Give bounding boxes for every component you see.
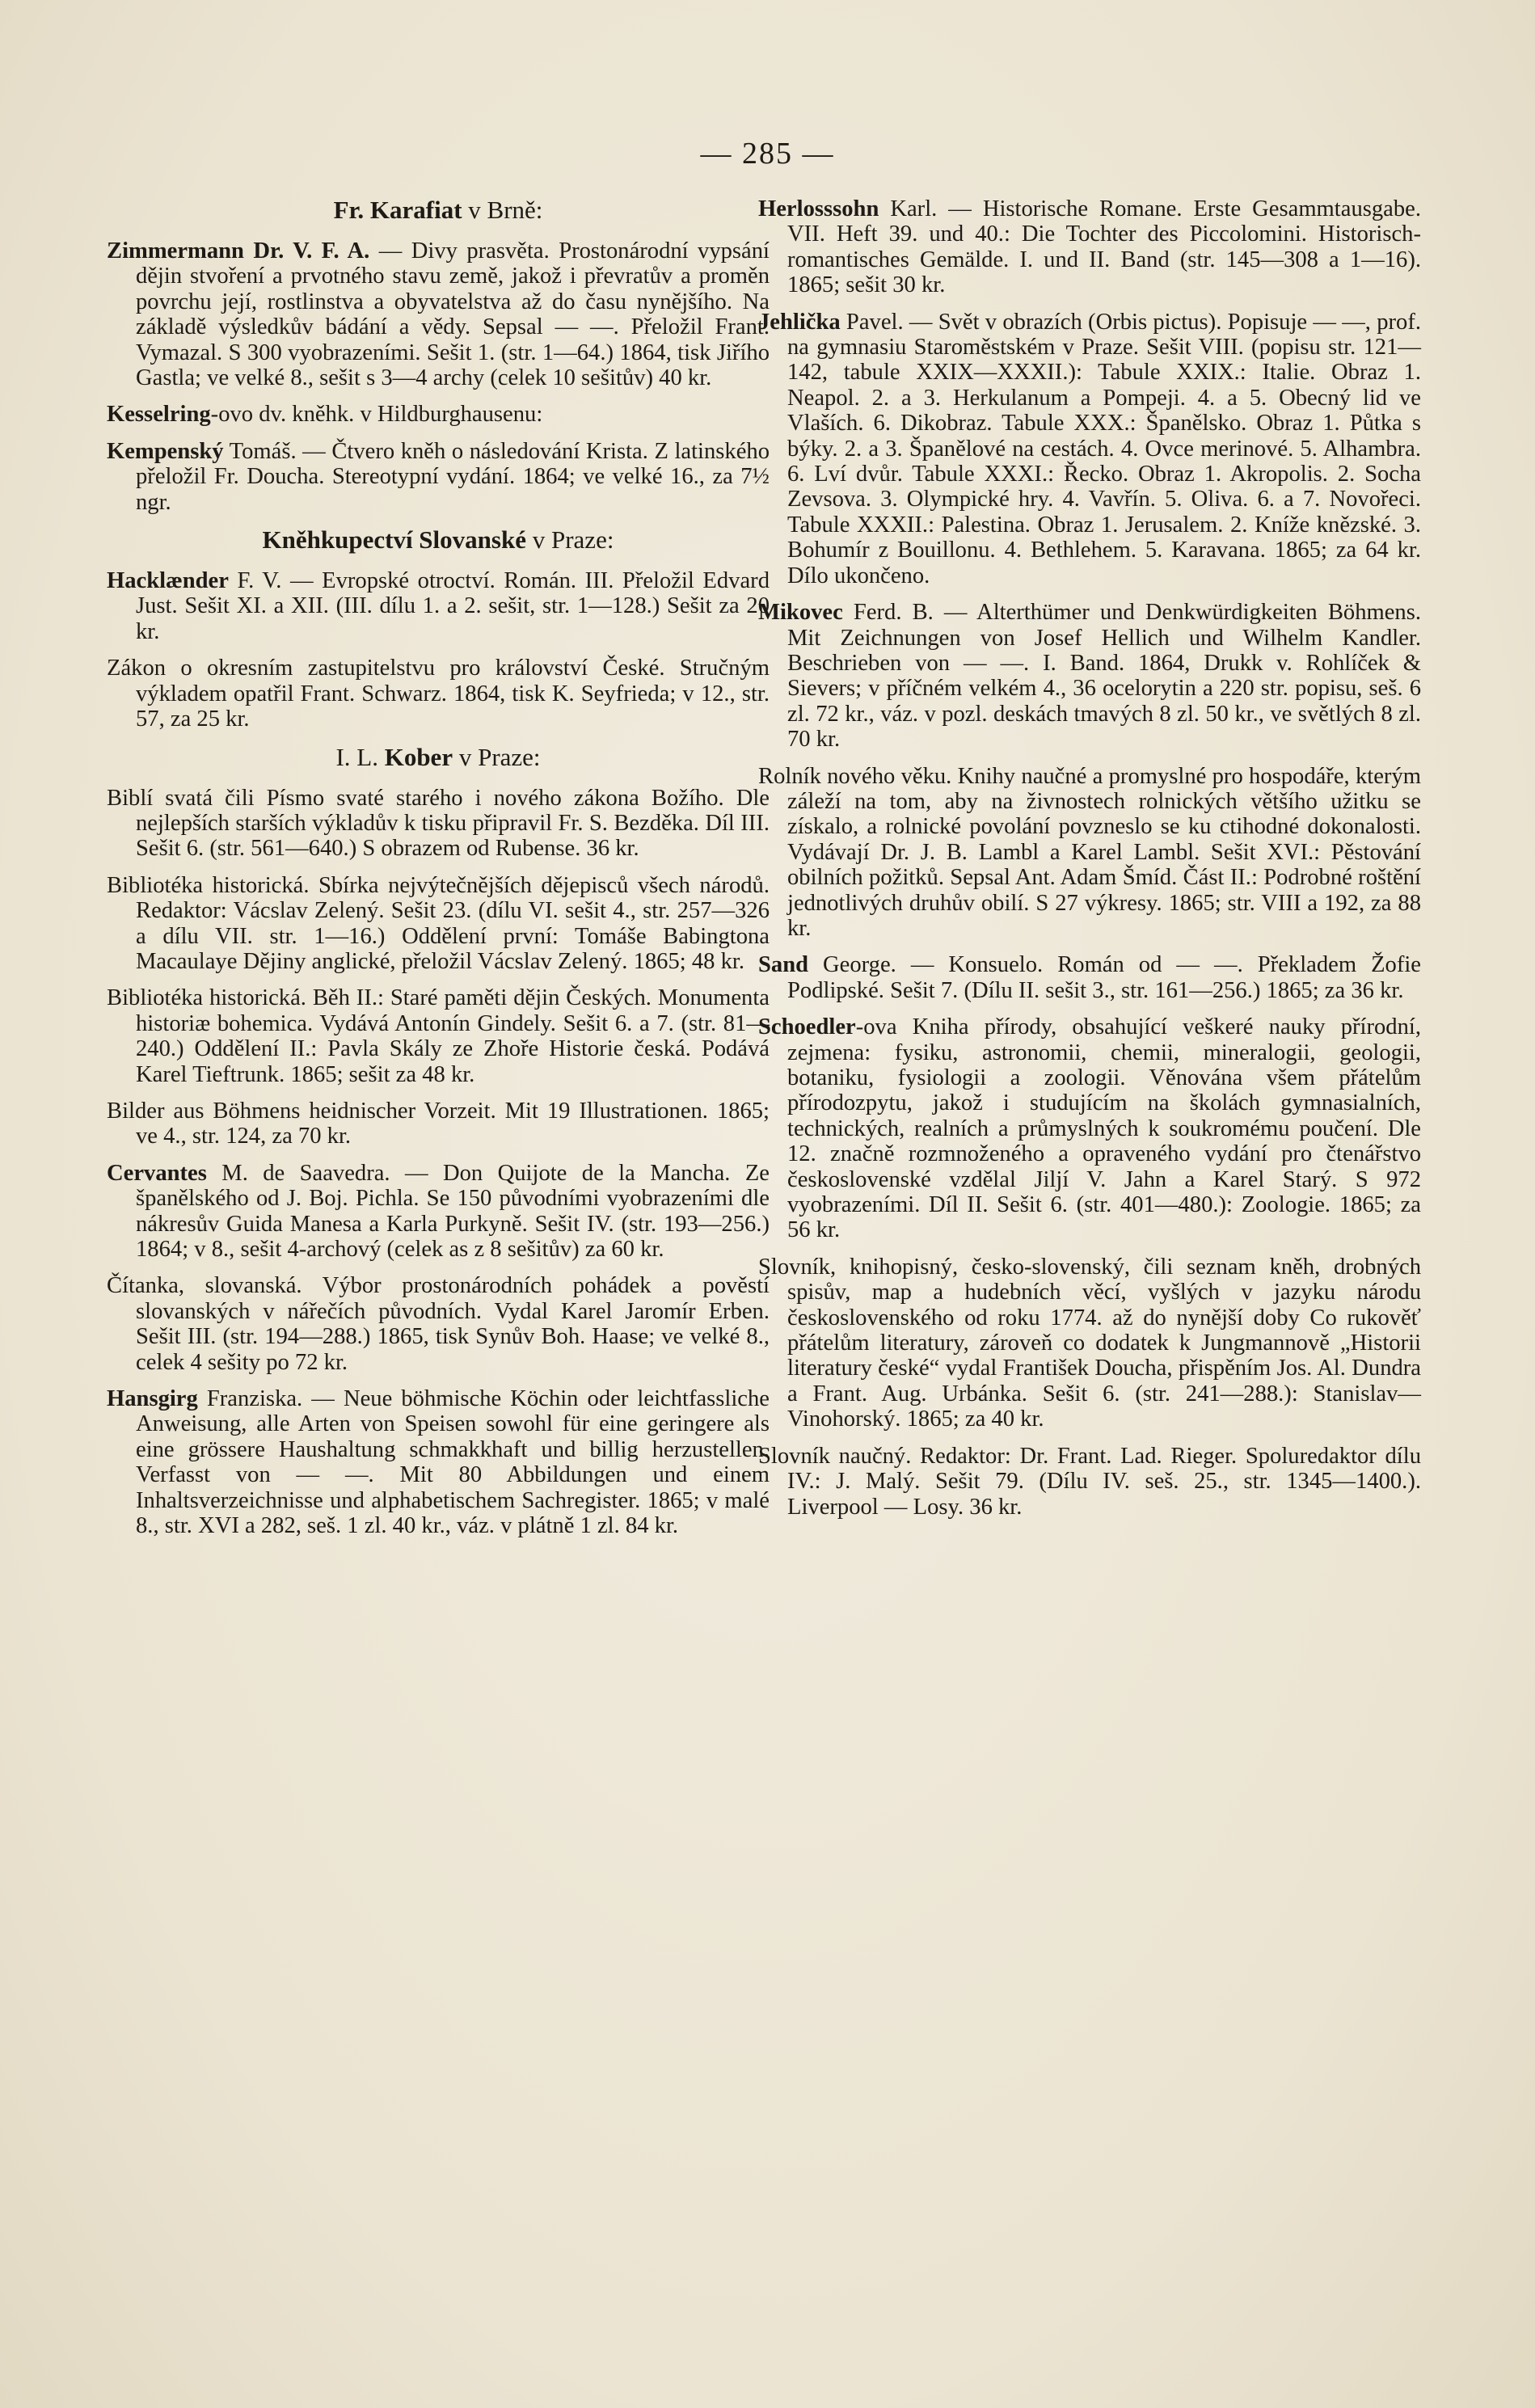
book-entry: Čítanka, slovanská. Výbor prostonárodních pohádek a pověstí slovanských v nářečích původních. Vydal Karel Jaromír Erben. Sešit III. (str. 194—288.) 1865, tisk Synův Boh. Haase; ve velké 8., celek 4 sešity po 72 kr. bbox=[107, 1273, 770, 1375]
book-entry: Biblí svatá čili Písmo svaté starého i nového zákona Božího. Dle nejlepších starších výkladův k tisku připravil Fr. S. Bezděka. Díl III. Sešit 6. (str. 561—640.) S obrazem od Rubense. 36 kr. bbox=[107, 785, 770, 862]
book-entry: Slovník naučný. Redaktor: Dr. Frant. Lad. Rieger. Spoluredaktor dílu IV.: J. Malý. Sešit 79. (Dílu IV. seš. 25., str. 1345—1400.). Liverpool — Losy. 36 kr. bbox=[758, 1443, 1421, 1520]
publisher-entry: Kesselring-ovo dv. kněhk. v Hildburghausenu: bbox=[107, 402, 543, 428]
book-entry: Cervantes M. de Saavedra. — Don Quijote de la Mancha. Ze španělského od J. Boj. Pichla. Se 150 původními vyobrazeními dle nákresův Guida Manesa a Karla Purkyně. Sešit IV. (str. 193—256.) 1864; v 8., sešit 4-archový (celek as z 8 sešitův) za 60 kr. bbox=[107, 1160, 770, 1262]
book-entry: Zimmermann Dr. V. F. A. — Divy prasvěta. Prostonárodní vypsání dějin stvoření a prvotného stavu země, jakož i převratův a proměn povrchu její, rostlinstva a obyvatelstva až do času nynějšího. Na základě výsledkův bádání a vědy. Sepsal — —. Přeložil Frant. Vymazal. S 300 vyobrazeními. Sešit 1. (str. 1—64.) 1864, tisk Jiřího Gastla; ve velké 8., sešit s 3—4 archy (celek 10 sešitův) 40 kr. bbox=[107, 238, 770, 391]
book-entry: Hansgirg Franziska. — Neue böhmische Köchin oder leichtfassliche Anweisung, alle Arten von Speisen sowohl für eine geringere als eine grössere Haushaltung schmakkhaft und billig herzustellen. Verfasst von — —. Mit 80 Abbildungen und einem Inhaltsverzeichnisse und alphabetischem Sachregister. 1865; v malé 8., str. XVI a 282, seš. 1 zl. 40 kr., váz. v plátně 1 zl. 84 kr. bbox=[107, 1386, 770, 1539]
left-column bbox=[107, 196, 770, 1550]
publisher-heading: Fr. Karafiat v Brně: bbox=[333, 196, 543, 224]
right-column bbox=[758, 196, 1421, 1531]
book-entry: Bibliotéka historická. Běh II.: Staré paměti dějin Českých. Monumenta historiæ bohemica. Vydává Antonín Gindely. Sešit 6. a 7. (str. 81—240.) Oddělení II.: Pavla Skály ze Zhoře Historie česká. Podává Karel Tieftrunk. 1865; sešit za 48 kr. bbox=[107, 985, 770, 1087]
book-entry: Mikovec Ferd. B. — Alterthümer und Denkwürdigkeiten Böhmens. Mit Zeichnungen von Josef Hellich und Wilhelm Kandler. Beschrieben von — —. I. Band. 1864, Drukk v. Rohlíček & Sievers; v příčném velkém 4., 36 ocelorytin a 220 str. popisu, seš. 6 zl. 72 kr., váz. v pozl. deskách tmavých 8 zl. 50 kr., ve světlých 8 zl. 70 kr. bbox=[758, 600, 1421, 753]
book-entry: Hacklænder F. V. — Evropské otroctví. Román. III. Přeložil Edvard Just. Sešit XI. a XII. (III. dílu 1. a 2. sešit, str. 1—128.) Sešit za 20 kr. bbox=[107, 568, 770, 644]
book-entry: Rolník nového věku. Knihy naučné a promyslné pro hospodáře, kterým záleží na tom, aby na živnostech rolnických většího užitku se získalo, a rolnické povolání povzneslo se ku ctihodné dokonalosti. Vydávají Dr. J. B. Lambl a Karel Lambl. Sešit XVI.: Pěstování obilních požitků. Sepsal Ant. Adam Šmíd. Část II.: Podrobné roštění jednotlivých druhův obilí. S 27 výkresy. 1865; str. VIII a 192, za 88 kr. bbox=[758, 763, 1421, 941]
book-entry: Zákon o okresním zastupitelstvu pro království České. Stručným výkladem opatřil Frant. Schwarz. 1864, tisk K. Seyfrieda; v 12., str. 57, za 25 kr. bbox=[107, 656, 770, 732]
book-entry: Bibliotéka historická. Sbírka nejvýtečnějších dějepisců všech národů. Redaktor: Vácslav Zelený. Sešit 23. (dílu VI. sešit 4., str. 257—326 a dílu VII. str. 1—16.) Oddělení první: Tomáše Babingtona Macaulaye Dějiny anglické, přeložil Vácslav Zelený. 1865; 48 kr. bbox=[107, 872, 770, 974]
book-entry: Herlosssohn Karl. — Historische Romane. Erste Gesammtausgabe. VII. Heft 39. und 40.: Die Tochter des Piccolomini. Historisch-romantisches Gemälde. I. und II. Band (str. 145—308 a 1—16). 1865; sešit 30 kr. bbox=[758, 196, 1421, 298]
publisher-heading: I. L. Kober v Praze: bbox=[335, 742, 541, 771]
book-entry: Schoedler-ova Kniha přírody, obsahující veškeré nauky přírodní, zejmena: fysiku, astronomii, chemii, mineralogii, geologii, botaniku, fysiologii a zoologii. Věnována všem přátelům přírodozpytu, jakož i studujícím na školách gymnasialních, technických, realních a průmyslných k soukromému poučení. Dle 12. značně rozmnoženého a opraveného vydání pro čtenářstvo československé vzdělal Jiljí V. Jahn a Karel Starý. S 972 vyobrazeními. Díl II. Sešit 6. (str. 401—480.): Zoologie. 1865; za 56 kr. bbox=[758, 1014, 1421, 1243]
book-entry: Jehlička Pavel. — Svět v obrazích (Orbis pictus). Popisuje — —, prof. na gymnasiu Staroměstském v Praze. Sešit VIII. (popisu str. 121—142, tabule XXIX—XXXII.): Tabule XXIX.: Italie. Obraz 1. Neapol. 2. a 3. Herkulanum a Pompeji. 4. a 5. Obecný lid ve Vlaších. 6. Dikobraz. Tabule XXX.: Španělsko. Obraz 1. Půtka s býky. 2. a 3. Španělové na cestách. 4. Ovce merinové. 5. Alhambra. 6. Lví dvůr. Tabule XXXI.: Řecko. Obraz 1. Akropolis. 2. Socha Zevsova. 3. Olympické hry. 4. Vavřín. 5. Oliva. 6. a 7. Novořeci. Tabule XXXII.: Palestina. Obraz 1. Jerusalem. 2. Kníže knězské. 3. Bohumír z Bouillonu. 4. Bethlehem. 5. Karavana. 1865; za 64 kr. Dílo ukončeno. bbox=[758, 309, 1421, 588]
book-entry: Slovník, knihopisný, česko-slovenský, čili seznam kněh, drobných spisův, map a hudebních věcí, vyšlých v jazyku národu československého od roku 1774. až do nynější doby Co rukověť přátelům literatury, zároveň co dodatek k Jungmannově „Historii literatury české“ vydal František Doucha, přispěním Jos. Al. Dundra a Frant. Aug. Urbánka. Sešit 6. (str. 241—288.): Stanislav—Vinohorský. 1865; za 40 kr. bbox=[758, 1254, 1421, 1432]
page-number: — 285 — bbox=[700, 137, 835, 171]
book-entry: Kempenský Tomáš. — Čtvero kněh o následování Krista. Z latinského přeložil Fr. Doucha. Stereotypní vydání. 1864; ve velké 16., za 7½ ngr. bbox=[107, 438, 770, 515]
book-entry: Bilder aus Böhmens heidnischer Vorzeit. Mit 19 Illustrationen. 1865; ve 4., str. 124, za 70 kr. bbox=[107, 1098, 770, 1149]
book-entry: Sand George. — Konsuelo. Román od — —. Překladem Žofie Podlipské. Sešit 7. (Dílu II. sešit 3., str. 161—256.) 1865; za 36 kr. bbox=[758, 952, 1421, 1003]
publisher-heading: Kněhkupectví Slovanské v Praze: bbox=[262, 525, 614, 555]
